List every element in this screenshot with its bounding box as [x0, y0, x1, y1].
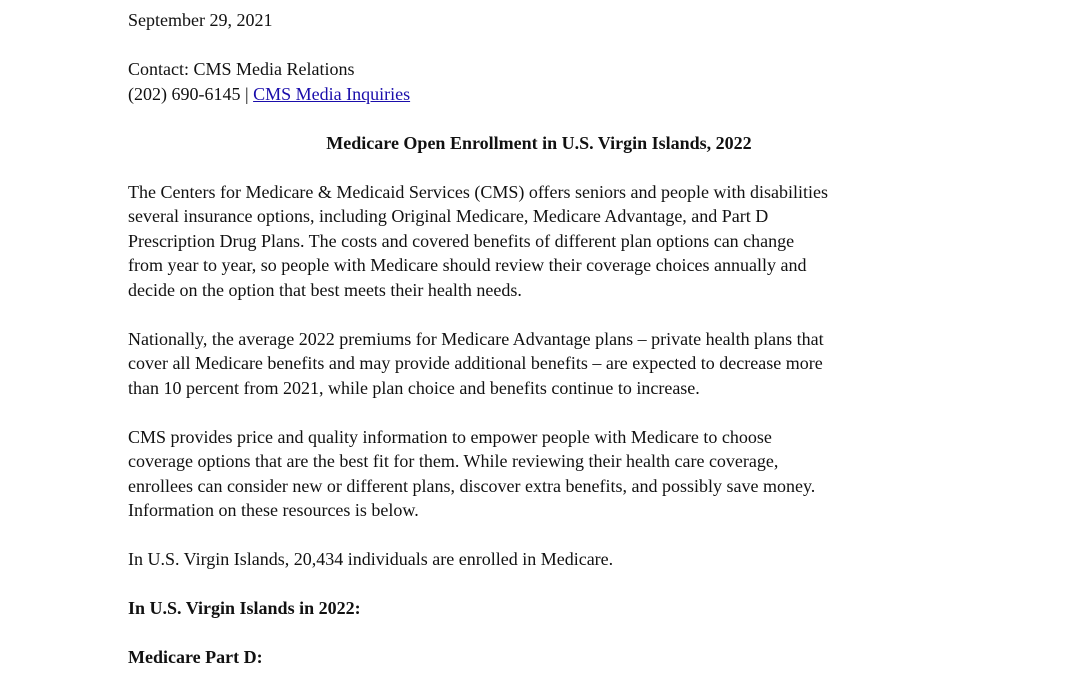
- contact-line: Contact: CMS Media Relations: [128, 59, 355, 79]
- release-date: September 29, 2021: [128, 10, 273, 30]
- paragraph-enrollment: In U.S. Virgin Islands, 20,434 individuals are enrolled in Medicare.: [128, 549, 614, 569]
- contact-block: [128, 57, 1008, 106]
- subsection-heading: Medicare Part D:: [128, 647, 263, 667]
- phone-number: (202) 690-6145 |: [128, 83, 254, 104]
- cms-media-inquiries-link[interactable]: CMS Media Inquiries: [253, 83, 411, 104]
- document-body: [128, 8, 1008, 675]
- phone-line: [128, 82, 1008, 107]
- document-title: Medicare Open Enrollment in U.S. Virgin Islands, 2022: [326, 132, 752, 153]
- paragraph-overview: The Centers for Medicare & Medicaid Services (CMS) offers seniors and people with disabilities several insurance options, including Original Medicare, Medicare Advantage, and Part D Prescription Drug Plans. The costs and covered benefits of different plan options can change from year to year, so people with Medicare should review their coverage choices annually and decide on the option that best meets their health needs.: [128, 181, 828, 300]
- paragraph-price-quality: CMS provides price and quality information to empower people with Medicare to choose coverage options that are the best fit for them. While reviewing their health care coverage, enrollees can consider new or different plans, discover extra benefits, and possibly save money. Information on these resources is below.: [128, 426, 816, 520]
- paragraph-premiums: Nationally, the average 2022 premiums for Medicare Advantage plans – private health plans that cover all Medicare benefits and may provide additional benefits – are expected to decrease more than 10 percent from 2021, while plan choice and benefits continue to increase.: [128, 328, 824, 398]
- section-heading: In U.S. Virgin Islands in 2022:: [128, 598, 361, 618]
